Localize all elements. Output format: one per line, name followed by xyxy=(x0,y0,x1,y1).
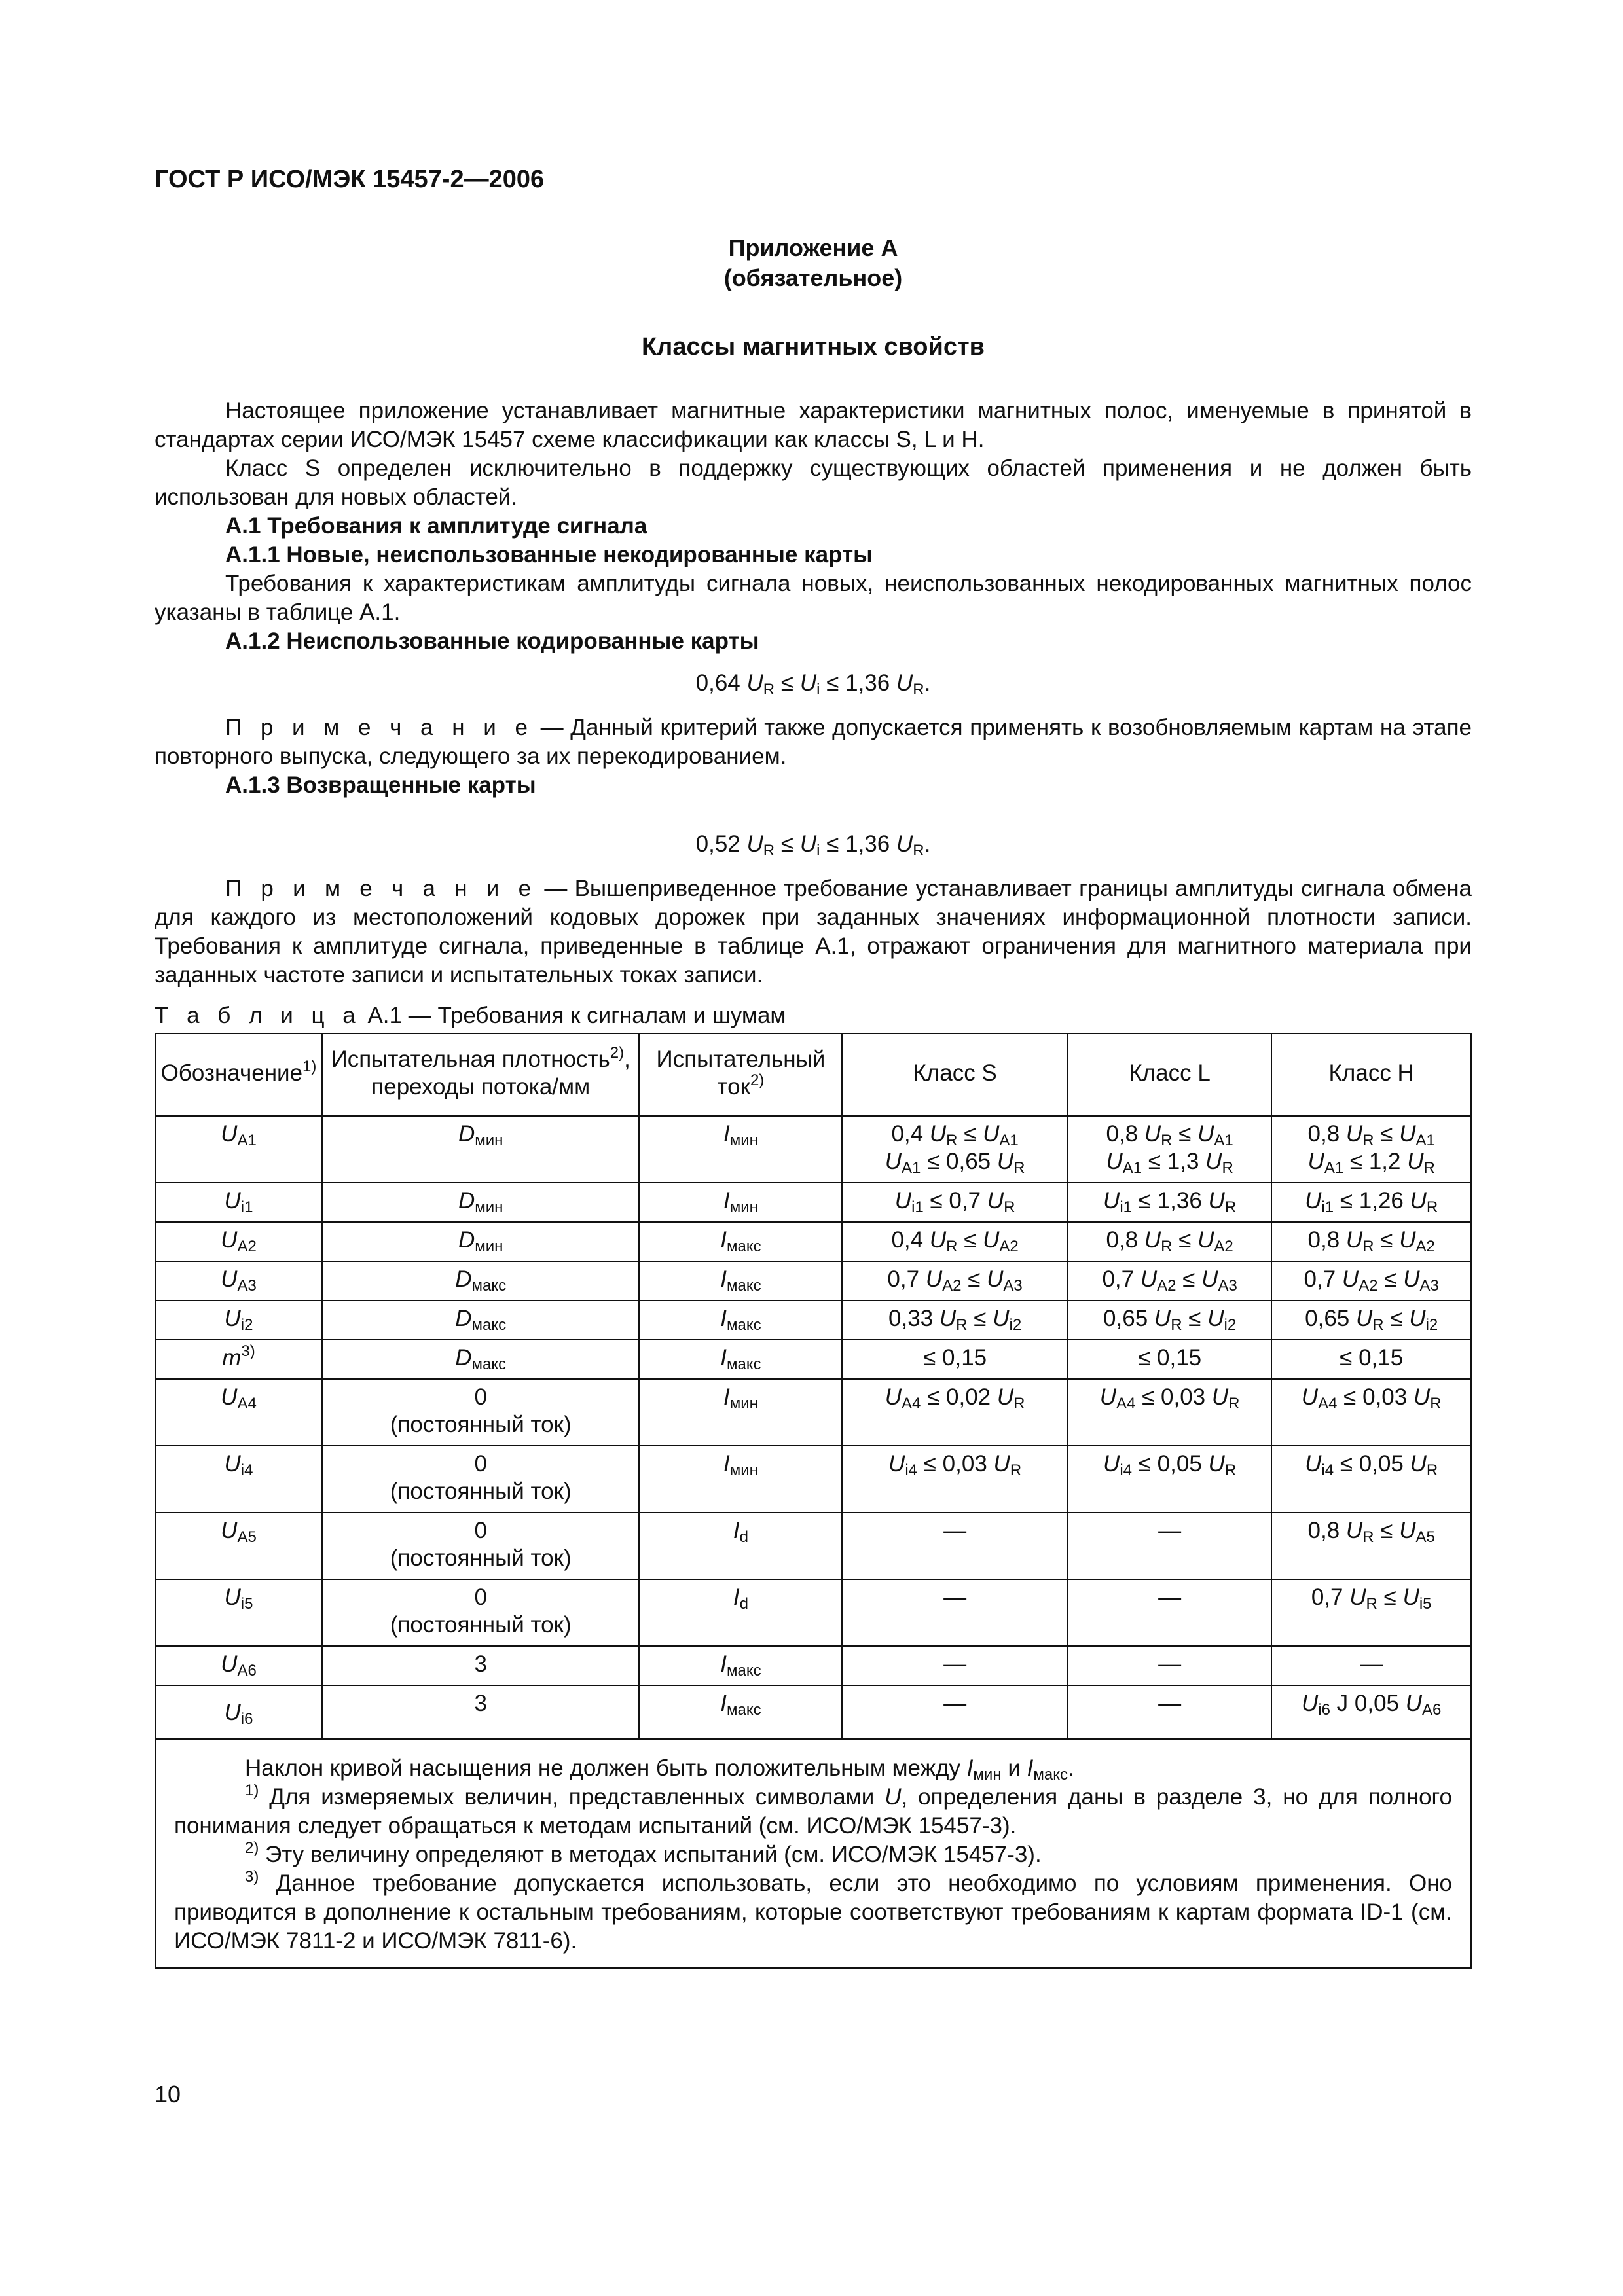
heading-a12: А.1.2 Неиспользованные кодированные карты xyxy=(225,628,759,654)
table-row: $U_{A3}$ $D_{макс}$ $I_{макс}$ 0,7 $U_{A2} \le U_{A3}$ 0,7 $U_{A2} \le U_{A3}$ 0,7 $U_{A2} \le U_{A3}$ xyxy=(155,1261,1471,1300)
footnote-1: $^{1)}$ Для измеряемых величин, представленных символами U, определения даны в разделе 3, но для полного понимания следует обращаться к методам испытаний (см. ИСО/МЭК 15457-3). xyxy=(174,1782,1453,1839)
header-current: Испытательный ток$^{2)}$ xyxy=(639,1033,842,1116)
table-header-row xyxy=(155,1033,1471,1116)
requirements-table xyxy=(155,1033,1472,1969)
table-row: $U_{i6}$ 3 $I_{макс}$ — — $U_{i6}$ J 0,05 $U_{A6}$ xyxy=(155,1685,1471,1739)
heading-a13: А.1.3 Возвращенные карты xyxy=(225,772,536,798)
document-code: ГОСТ Р ИСО/МЭК 15457-2—2006 xyxy=(155,166,545,193)
note-slope: Наклон кривой насыщения не должен быть положительным между $I_{мин}$ и $I_{макс}$. xyxy=(245,1755,1074,1784)
heading-a1: А.1 Требования к амплитуде сигнала xyxy=(225,513,647,539)
paragraph-intro: Настоящее приложение устанавливает магнитные характеристики магнитных полос, именуемые в принятой в стандартах серии ИСО/МЭК 15457 схеме классификации как классы S, L и H. xyxy=(155,398,1472,452)
header-class-h: Класс H xyxy=(1271,1033,1471,1116)
heading-a11: А.1.1 Новые, неиспользованные некодированные карты xyxy=(225,542,873,567)
footnote-2: $^{2)}$ Эту величину определяют в методах испытаний (см. ИСО/МЭК 15457-3). xyxy=(245,1839,1042,1867)
table-notes xyxy=(155,1739,1471,1968)
table-row: $U_{A2}$ $D_{мин}$ $I_{макс}$ 0,4 $U_R \le U_{A2}$ 0,8 $U_R \le U_{A2}$ 0,8 $U_R \le U_{A2}$ xyxy=(155,1222,1471,1261)
formula-a13: 0,52 $U_R \le U_i \le 1,36$ $U_R$. xyxy=(695,831,931,859)
table-row: $U_{i2}$ $D_{макс}$ $I_{макс}$ 0,33 $U_R \le U_{i2}$ 0,65 $U_R \le U_{i2}$ 0,65 $U_R \le U_{i2}$ xyxy=(155,1300,1471,1340)
table-row: $U_{i4}$ 0 (постоянный ток) $I_{мин}$ $U_{i4} \le 0,03$ $U_R$ $U_{i4} \le 0,05$ $U_R$ $U_{i4} \le 0,05$ $U_R$ xyxy=(155,1446,1471,1513)
appendix-status: (обязательное) xyxy=(723,264,903,291)
table-row: $m^{3)}$ $D_{макс}$ $I_{макс}$ ≤ 0,15 ≤ 0,15 ≤ 0,15 xyxy=(155,1340,1471,1379)
formula-a12: 0,64 $U_R \le U_i \le 1,36$ $U_R$. xyxy=(695,670,931,698)
appendix-title: Классы магнитных свойств xyxy=(641,333,985,361)
paragraph-class-s: Класс S определен исключительно в поддержку существующих областей применения и не должен быть использован для новых областей. xyxy=(155,456,1472,510)
paragraph-a11: Требования к характеристикам амплитуды сигнала новых, неиспользованных некодированных магнитных полос указаны в таблице А.1. xyxy=(155,571,1472,625)
table-row: $U_{A6}$ 3 $I_{макс}$ — — — xyxy=(155,1646,1471,1685)
page-content xyxy=(155,164,1472,1969)
footnote-3: $^{3)}$ Данное требование допускается использовать, если это необходимо по условиям применения. Оно приводится в дополнение к остальным требованиям, которые соответствуют требованиям к картам формата ID-1 (см. ИСО/МЭК 7811-2 и ИСО/МЭК 7811-6). xyxy=(174,1868,1452,1954)
header-class-s: Класс S xyxy=(842,1033,1067,1116)
note-a12: П р и м е ч а н и е — Данный критерий также допускается применять к возобновляемым картам на этапе повторного выпуска, следующего за их перекодированием. xyxy=(155,715,1472,769)
table-row: $U_{i1}$ $D_{мин}$ $I_{мин}$ $U_{i1} \le 0,7$ $U_R$ $U_{i1} \le 1,36$ $U_R$ $U_{i1} \le 1,26$ $U_R$ xyxy=(155,1183,1471,1222)
header-designation: Обозначение$^{1)}$ xyxy=(155,1033,322,1116)
table-row: $U_{i5}$ 0 (постоянный ток) $I_d$ — — 0,7 $U_R \le U_{i5}$ xyxy=(155,1579,1471,1646)
note-a13: П р и м е ч а н и е — Вышеприведенное требование устанавливает границы амплитуды сигнала обмена для каждого из местоположений кодовых дорожек при заданных значениях информационной плотности записи. Требования к амплитуде сигнала, приведенные в таблице А.1, отражают ограничения для магнитного материала при заданных частоте записи и испытательных токах записи. xyxy=(155,876,1472,988)
table-caption: Т а б л и ц а А.1 — Требования к сигналам и шумам xyxy=(155,1003,786,1028)
header-class-l: Класс L xyxy=(1068,1033,1272,1116)
table-row: $U_{A4}$ 0 (постоянный ток) $I_{мин}$ $U_{A4} \le 0,02$ $U_R$ $U_{A4} \le 0,03$ $U_R$ $U_{A4} \le 0,03$ $U_R$ xyxy=(155,1379,1471,1446)
table-notes-row xyxy=(155,1739,1471,1968)
table-row: $U_{A5}$ 0 (постоянный ток) $I_d$ — — 0,8 $U_R \le U_{A5}$ xyxy=(155,1513,1471,1579)
header-density: Испытательная плотность$^{2)}$, переходы потока/мм xyxy=(322,1033,640,1116)
page-number: 10 xyxy=(155,2081,181,2108)
appendix-label: Приложение А xyxy=(728,234,898,261)
table-row: $U_{A1}$ $D_{мин}$ $I_{мин}$ 0,4 $U_R \le U_{A1}$ $U_{A1} \le 0,65$ $U_R$ 0,8 $U_R \le U_{A1}$ $U_{A1} \le 1,3$ $U_R$ 0,8 $U_R \le U_{A1}$ $U_{A1} \le 1,2$ $U_R$ xyxy=(155,1116,1471,1183)
